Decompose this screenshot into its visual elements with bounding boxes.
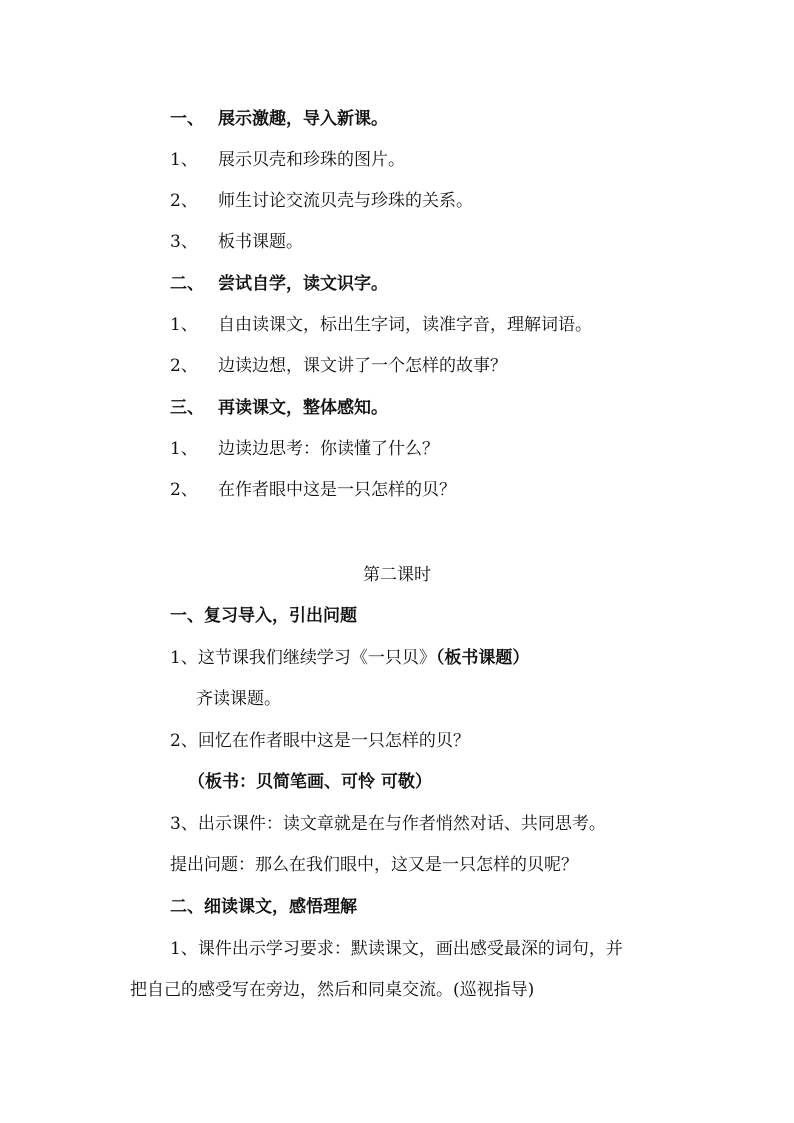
section-heading-1 <box>170 107 388 131</box>
section-title: 尝试自学，读文识字。 <box>218 274 388 294</box>
item-number: 1、 <box>170 150 198 170</box>
paragraph: 1、课件出示学习要求：默读课文，画出感受最深的词句，并 <box>170 939 623 959</box>
item-text: 师生讨论交流贝壳与珍珠的关系。 <box>218 191 473 211</box>
board-note: （板书：贝简笔画、可怜 可敬） <box>188 772 432 792</box>
list-item <box>170 313 592 337</box>
item-text: 展示贝壳和珍珠的图片。 <box>218 150 405 170</box>
lesson-title: 第二课时 <box>363 565 431 585</box>
section-number: 一、 <box>170 109 204 129</box>
item-number: 3、 <box>170 232 198 252</box>
section-heading-2 <box>170 272 388 296</box>
paragraph: 2、回忆在作者眼中这是一只怎样的贝？ <box>170 731 470 751</box>
paragraph: 3、出示课件：读文章就是在与作者悄然对话、共同思考。 <box>170 814 606 834</box>
list-item <box>170 148 405 172</box>
section-number: 三、 <box>170 398 204 418</box>
paragraph: 把自己的感受写在旁边，然后和同桌交流。(巡视指导) <box>130 980 535 1000</box>
paragraph: 提出问题：那么在我们眼中，这又是一只怎样的贝呢？ <box>170 855 578 875</box>
list-item <box>170 437 439 461</box>
item-number: 1、 <box>170 315 198 335</box>
item-text: 边读边想，课文讲了一个怎样的故事？ <box>218 356 507 376</box>
section-title: 再读课文，整体感知。 <box>218 398 388 418</box>
item-text: 自由读课文，标出生字词，读准字音，理解词语。 <box>218 315 592 335</box>
section-heading: 一、复习导入，引出问题 <box>170 606 357 626</box>
list-item <box>170 189 473 213</box>
paragraph <box>170 646 529 670</box>
board-note: （板书课题） <box>435 648 530 668</box>
item-text: 板书课题。 <box>218 232 303 252</box>
section-heading-3 <box>170 396 388 420</box>
list-item <box>170 478 456 502</box>
section-number: 二、 <box>170 274 204 294</box>
list-item <box>170 230 303 254</box>
section-title: 展示激趣，导入新课。 <box>218 109 388 129</box>
item-text: 边读边思考：你读懂了什么？ <box>218 439 439 459</box>
item-number: 2、 <box>170 480 198 500</box>
list-item <box>170 354 507 378</box>
item-number: 2、 <box>170 191 198 211</box>
item-number: 1、 <box>170 439 198 459</box>
section-heading: 二、细读课文，感悟理解 <box>170 897 357 917</box>
item-text: 在作者眼中这是一只怎样的贝？ <box>218 480 456 500</box>
paragraph: 齐读课题。 <box>196 689 281 709</box>
item-number: 2、 <box>170 356 198 376</box>
paragraph-text: 1、这节课我们继续学习《一只贝》 <box>170 648 436 668</box>
